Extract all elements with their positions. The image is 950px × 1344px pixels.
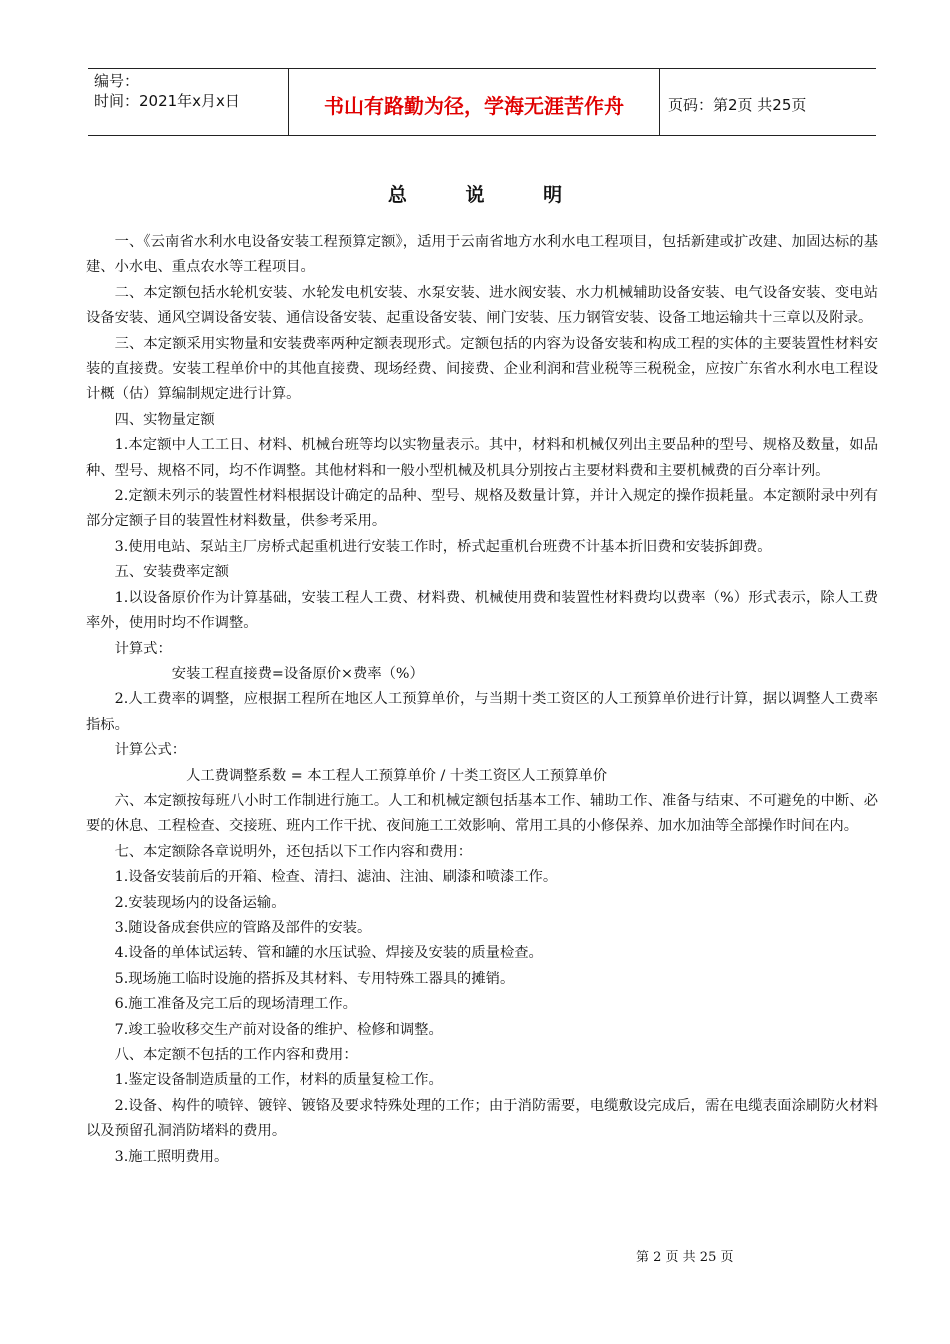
- page-title: 总 说 明: [387, 184, 589, 206]
- paragraph-1: 一、《云南省水利水电设备安装工程预算定额》，适用于云南省地方水利水电工程项目，包括新建或扩改建、加固达标的基建、小水电、重点农水等工程项目。: [86, 234, 878, 276]
- page-footer: 第 2 页 共 25 页: [636, 1250, 734, 1265]
- item-7-2: 2.安装现场内的设备运输。: [114, 894, 286, 911]
- item-7-6: 6.施工准备及完工后的现场清理工作。: [114, 996, 357, 1013]
- section-heading-5: 五、安装费率定额: [114, 564, 229, 581]
- paragraph-3: 三、本定额采用实物量和安装费率两种定额表现形式。定额包括的内容为设备安装和构成工程的实体的主要装置性材料安装的直接费。安装工程单价中的其他直接费、现场经费、间接费、企业利润和营业税等三税税金，应按广东省水利水电工程设计概（估）算编制规定进行计算。: [86, 335, 878, 403]
- header-table: [88, 68, 876, 136]
- formula-label-1: 计算式：: [114, 640, 172, 657]
- paragraph-4-3: 3.使用电站、泵站主厂房桥式起重机进行安装工作时，桥式起重机台班费不计基本折旧费和安装拆卸费。: [114, 538, 772, 555]
- section-heading-7: 七、本定额除各章说明外，还包括以下工作内容和费用：: [114, 843, 473, 860]
- document-body: [86, 230, 878, 1170]
- time-label: 时间：2021年x月x日: [94, 92, 240, 110]
- item-7-4: 4.设备的单体试运转、管和罐的水压试验、焊接及安装的质量检查。: [114, 945, 543, 962]
- item-8-3: 3.施工照明费用。: [114, 1148, 229, 1165]
- paragraph-2: 二、本定额包括水轮机安装、水轮发电机安装、水泵安装、进水阀安装、水力机械辅助设备安装、电气设备安装、变电站设备安装、通风空调设备安装、通信设备安装、起重设备安装、闸门安装、压力钢管安装、设备工地运输共十三章以及附录。: [86, 284, 878, 327]
- page-info: 页码：第2页 共25页: [668, 95, 807, 114]
- item-7-5: 5.现场施工临时设施的搭拆及其材料、专用特殊工器具的摊销。: [114, 970, 515, 987]
- section-heading-8: 八、本定额不包括的工作内容和费用：: [114, 1047, 358, 1063]
- paragraph-5-2: 2.人工费率的调整，应根据工程所在地区人工预算单价，与当期十类工资区的人工预算单价进行计算，据以调整人工费率指标。: [86, 691, 878, 733]
- code-label: 编号：: [94, 72, 140, 90]
- item-7-3: 3.随设备成套供应的管路及部件的安装。: [114, 919, 372, 936]
- item-7-1: 1.设备安装前后的开箱、检查、清扫、滤油、注油、刷漆和喷漆工作。: [114, 869, 558, 886]
- paragraph-4-1: 1.本定额中人工工日、材料、机械台班等均以实物量表示。其中，材料和机械仅列出主要品种的型号、规格及数量，如品种、型号、规格不同，均不作调整。其他材料和一般小型机械及机具分别按占主要材料费和主要机械费的百分率计列。: [86, 437, 878, 479]
- item-8-1: 1.鉴定设备制造质量的工作，材料的质量复检工作。: [114, 1072, 443, 1089]
- motto: 书山有路勤为径，学海无涯苦作舟: [288, 69, 660, 135]
- paragraph-4-2: 2.定额未列示的装置性材料根据设计确定的品种、型号、规格及数量计算，并计入规定的操作损耗量。本定额附录中列有部分定额子目的装置性材料数量，供参考采用。: [86, 488, 878, 530]
- header-left-cell: [88, 69, 288, 135]
- formula-2: 人工费调整系数 = 本工程人工预算单价 / 十类工资区人工预算单价: [186, 767, 608, 784]
- paragraph-5-1: 1.以设备原价作为计算基础，安装工程人工费、材料费、机械使用费和装置性材料费均以费率（%）形式表示，除人工费率外，使用时均不作调整。: [86, 589, 878, 632]
- formula-label-2: 计算公式：: [114, 742, 187, 759]
- item-8-2: 2.设备、构件的喷锌、镀锌、镀铬及要求特殊处理的工作；由于消防需要，电缆敷设完成后，需在电缆表面涂刷防火材料以及预留孔洞消防堵料的费用。: [86, 1097, 878, 1140]
- formula-1: 安装工程直接费=设备原价×费率（%）: [171, 665, 424, 682]
- item-7-7: 7.竣工验收移交生产前对设备的维护、检修和调整。: [114, 1021, 443, 1038]
- paragraph-6: 六、本定额按每班八小时工作制进行施工。人工和机械定额包括基本工作、辅助工作、准备与结束、不可避免的中断、必要的休息、工程检查、交接班、班内工作干扰、夜间施工工效影响、常用工具的小修保养、加水加油等全部操作时间在内。: [86, 792, 878, 835]
- section-heading-4: 四、实物量定额: [114, 411, 215, 428]
